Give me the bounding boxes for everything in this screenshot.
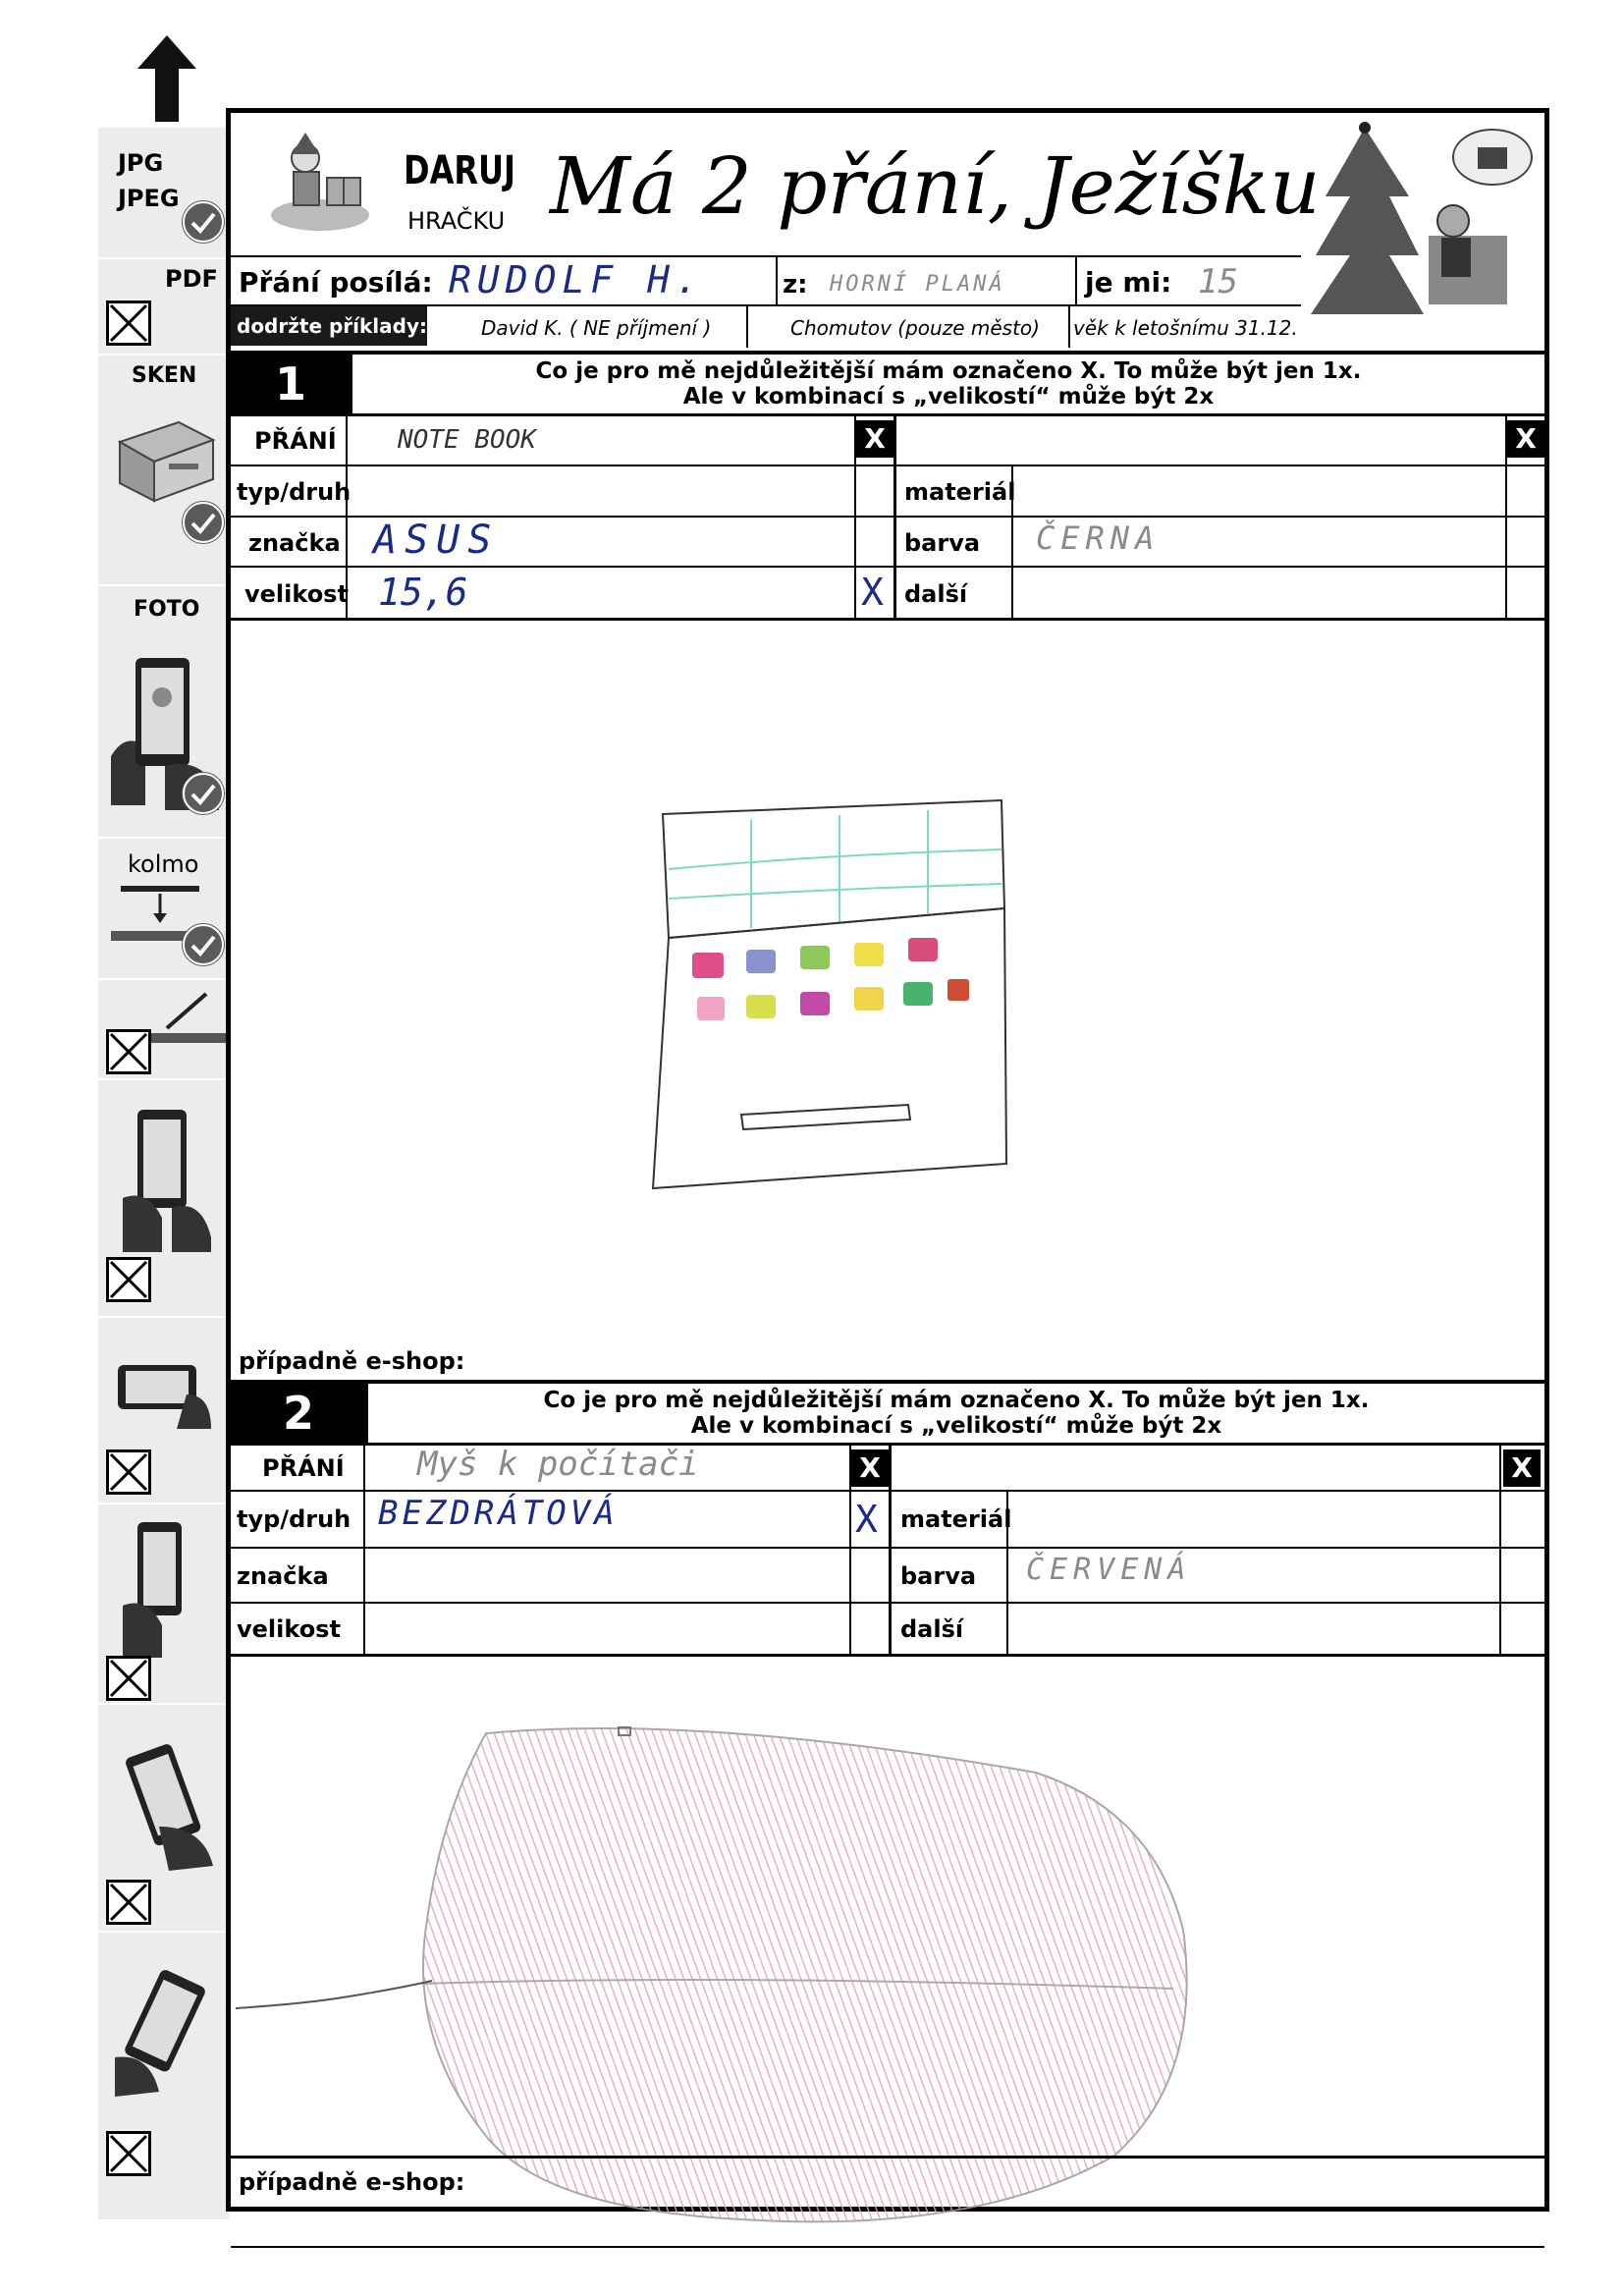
eshop-label: případně e-shop:	[239, 1347, 465, 1375]
cross-box-icon	[106, 1029, 151, 1074]
sender-value: RUDOLF H.	[449, 258, 704, 301]
phone-landscape-icon	[108, 1355, 216, 1438]
up-arrow-icon	[137, 35, 196, 122]
christmas-tree-illustration	[1306, 118, 1542, 334]
instruction-line2: Ale v kombinací s „velikostí“ může být 2x	[690, 1413, 1222, 1439]
phone-icon	[118, 1512, 216, 1664]
size-value[interactable]: 15,6	[378, 571, 468, 614]
instruction-line2: Ale v kombinací s „velikostí“ může být 2x	[682, 384, 1215, 410]
example-age: věk k letošnímu 31.12.	[1073, 316, 1298, 340]
priority-mark-x: X	[856, 420, 893, 458]
priority-mark-x: X	[1503, 1449, 1541, 1487]
other-label: další	[900, 1615, 964, 1643]
sender-label: Přání posílá:	[239, 266, 433, 299]
photo-label: FOTO	[134, 597, 200, 622]
type-label: typ/druh	[237, 1505, 352, 1533]
brand-value[interactable]: ASUS	[373, 518, 500, 563]
color-value[interactable]: ČERVENÁ	[1026, 1553, 1192, 1587]
page-title: Má 2 přání, Ježíšku	[550, 140, 1321, 232]
cross-box-icon	[106, 1656, 151, 1701]
scan-label: SKEN	[132, 363, 197, 388]
wish-value[interactable]: Myš k počítači	[417, 1445, 699, 1484]
size-label: velikost	[237, 1615, 341, 1643]
examples-label: dodržte příklady:	[231, 306, 427, 346]
type-priority-mark[interactable]: X	[855, 1498, 878, 1541]
brand-label: značka	[248, 529, 341, 557]
wish-label: PŘÁNÍ	[254, 427, 337, 455]
example-city: Chomutov (pouze město)	[790, 316, 1040, 340]
instructions-sidebar	[98, 128, 229, 2219]
phone-tilted-icon	[110, 1738, 218, 1880]
from-value: HORNÍ PLANÁ	[830, 272, 1005, 297]
cross-box-icon	[106, 1449, 151, 1495]
pdf-label: PDF	[165, 265, 218, 293]
cross-box-icon	[106, 2131, 151, 2176]
perpendicular-label: kolmo	[128, 850, 199, 878]
size-priority-mark[interactable]: X	[861, 571, 884, 614]
color-label: barva	[900, 1562, 977, 1590]
instruction-line1: Co je pro mě nejdůležitější mám označeno X. To může být jen 1x.	[543, 1388, 1370, 1413]
wish-number: 2	[231, 1384, 366, 1443]
other-label: další	[904, 580, 968, 608]
laptop-drawing	[604, 781, 1016, 1193]
check-icon	[182, 772, 225, 815]
from-label: z:	[783, 270, 808, 300]
age-label: je mi:	[1085, 266, 1172, 299]
priority-mark-x: X	[851, 1449, 889, 1487]
instruction-line1: Co je pro mě nejdůležitější mám označeno X. To může být jen 1x.	[535, 358, 1362, 384]
wish-number: 1	[231, 355, 351, 413]
material-label: materiál	[904, 478, 1016, 506]
logo-illustration	[266, 129, 374, 237]
scanner-icon	[110, 403, 218, 515]
wish-value[interactable]: NOTE BOOK	[398, 425, 536, 455]
type-value[interactable]: BEZDRÁTOVÁ	[378, 1494, 619, 1533]
jpg-label: JPG	[118, 149, 164, 177]
size-label: velikost	[244, 580, 349, 608]
priority-mark-x: X	[1507, 420, 1544, 458]
cross-box-icon	[106, 1880, 151, 1925]
logo-text-top: DARUJ	[404, 148, 515, 193]
logo-text-bottom: HRAČKU	[407, 207, 506, 235]
age-value: 15	[1198, 262, 1238, 301]
material-label: materiál	[900, 1505, 1012, 1533]
check-icon	[182, 200, 225, 244]
eshop-label: případně e-shop:	[239, 2168, 465, 2196]
check-icon	[182, 923, 225, 966]
color-label: barva	[904, 529, 981, 557]
cross-box-icon	[106, 1257, 151, 1302]
brand-label: značka	[237, 1562, 329, 1590]
type-label: typ/druh	[237, 478, 352, 506]
phone-tilted-icon	[110, 1964, 218, 2105]
jpeg-label: JPEG	[118, 185, 180, 212]
example-name: David K. ( NE příjmení )	[481, 316, 712, 340]
wish-form	[226, 108, 1549, 2212]
color-value[interactable]: ČERNA	[1036, 519, 1161, 557]
check-icon	[182, 501, 225, 544]
phone-icon	[118, 1100, 216, 1261]
wish-label: PŘÁNÍ	[262, 1454, 345, 1482]
cross-box-icon	[106, 301, 151, 346]
